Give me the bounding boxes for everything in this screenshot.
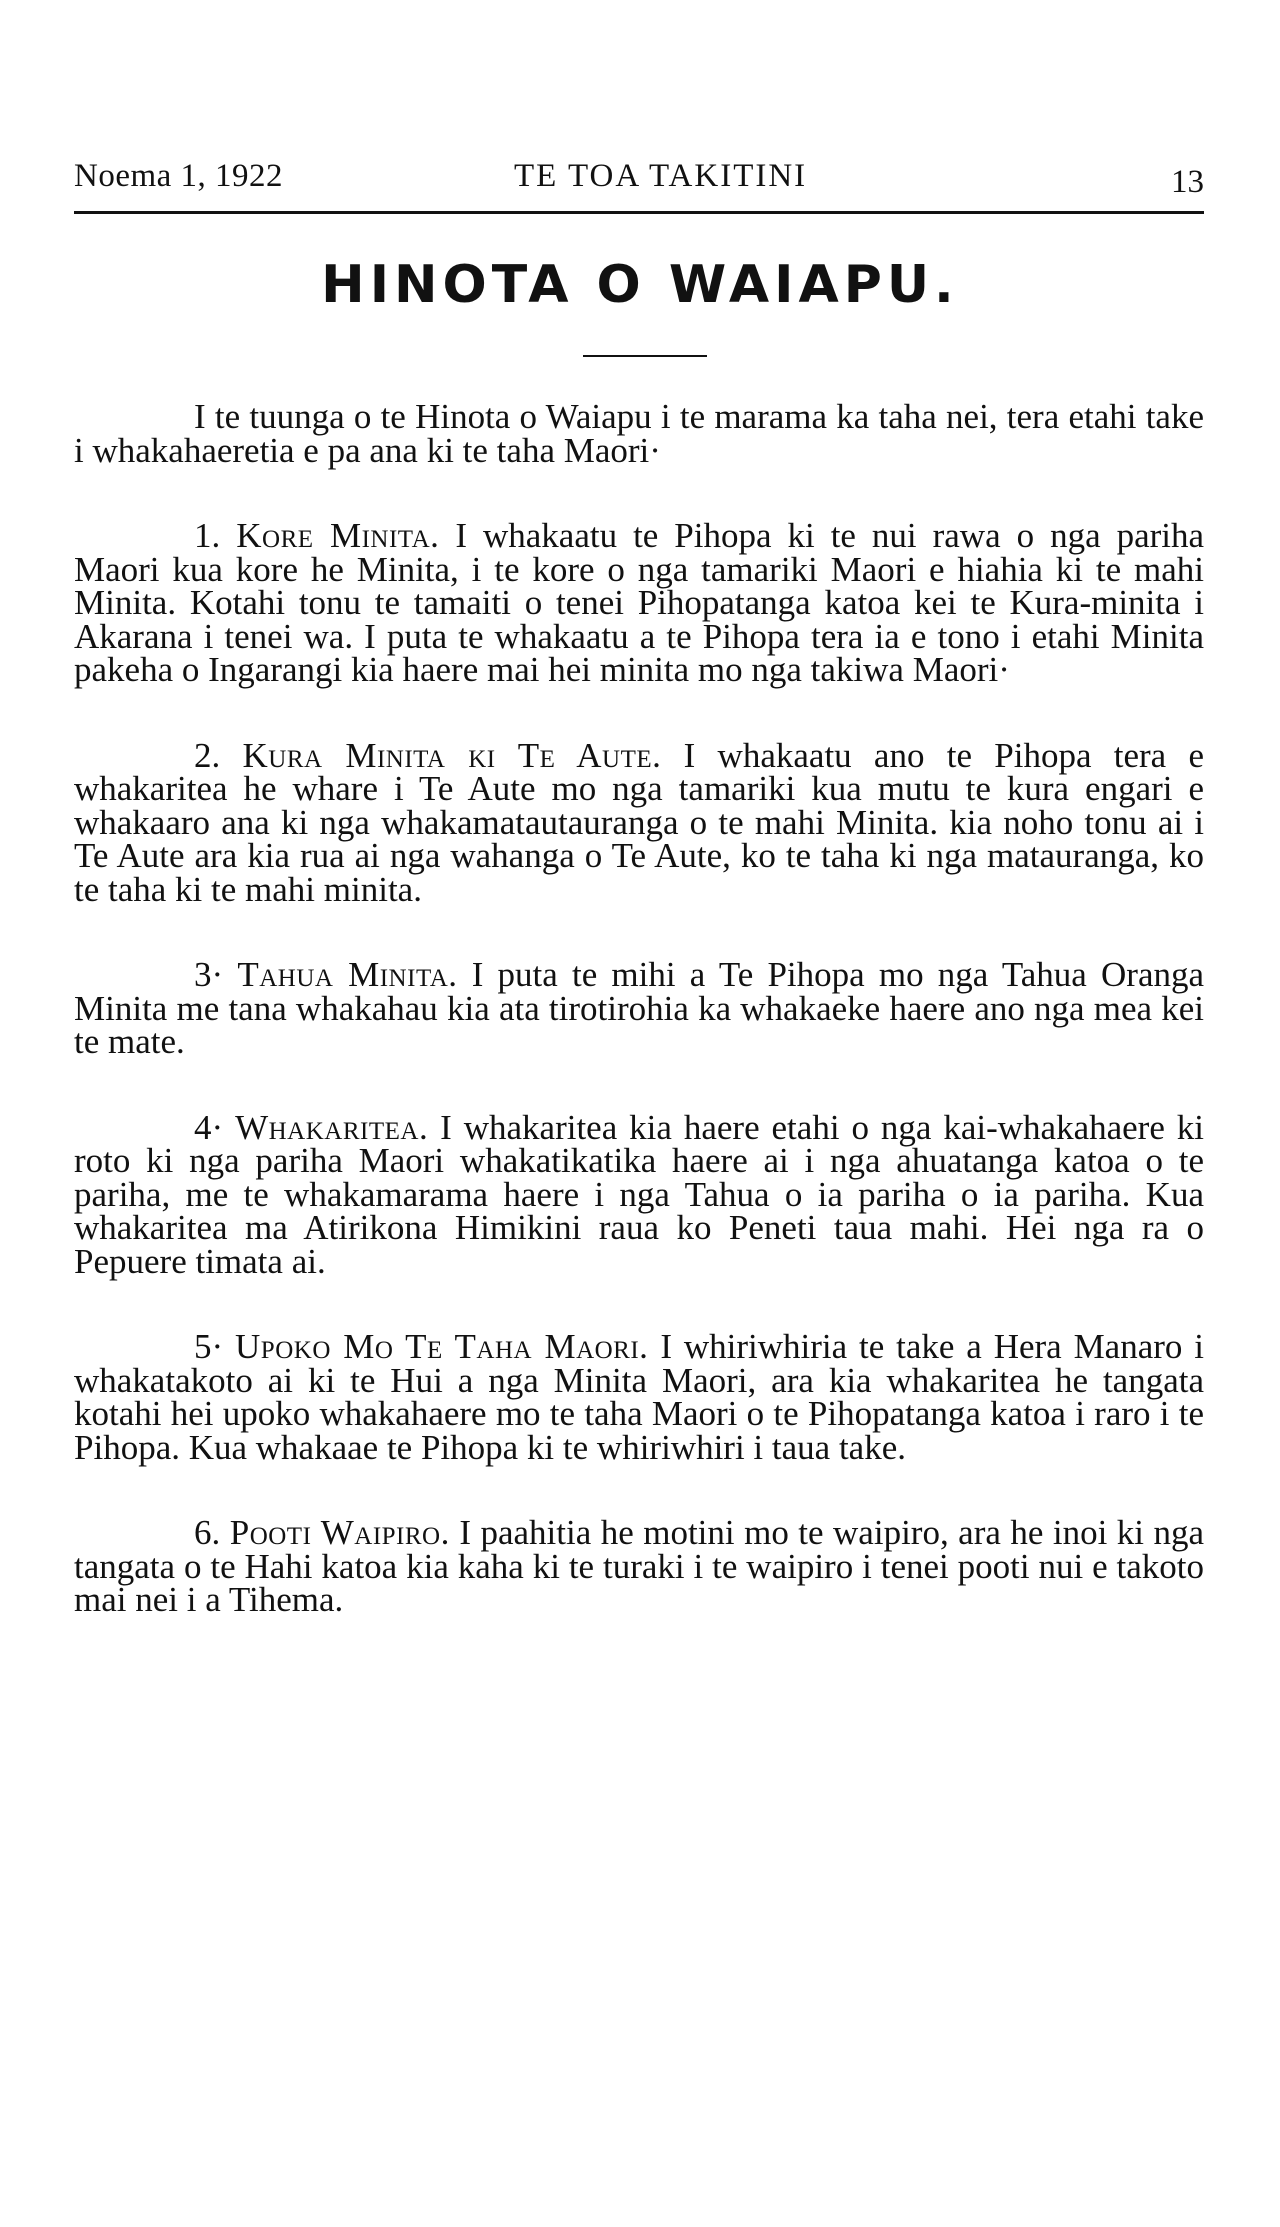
intro-paragraph: I te tuunga o te Hinota o Waiapu i te marama ka taha nei, tera etahi take i whakahaeretia e pa ana ki te taha Maori· [74, 397, 1204, 470]
section-heading: Whakaritea. [235, 1107, 429, 1147]
section-heading: Upoko Mo Te Taha Maori. [235, 1327, 649, 1366]
publication-title: TE TOA TAKITINI [514, 158, 808, 194]
section-heading: Kura Minita ki Te Aute. [242, 735, 662, 775]
header-rule [74, 211, 1204, 214]
section-heading: Tahua Minita. [237, 955, 458, 994]
section-paragraph-4 [74, 1107, 1205, 1281]
issue-date: Noema 1, 1922 [74, 158, 284, 194]
article-body [74, 397, 1205, 1669]
section-number: 5· [194, 1327, 224, 1366]
section-number: 2. [194, 735, 221, 775]
running-head [74, 150, 1204, 200]
section-paragraph-3 [74, 955, 1205, 1061]
section-paragraph-6 [74, 1513, 1205, 1619]
section-text: I whakaatu te Pihopa ki te nui rawa o nga pariha Maori kua kore he Minita, i te kore o nga tamariki Maori e hiahia ki te mahi Minita. Kotahi tonu te tamaiti o tenei Pihopatanga katoa kei te Kura-minita i Akarana i tenei wa. I puta te whakaatu a te Pihopa tera ia e tono i etahi Minita pakeha o Ingarangi kia haere mai hei minita mo nga takiwa Maori· [74, 516, 1205, 689]
section-paragraph-1 [74, 516, 1205, 689]
title-rule [583, 355, 707, 357]
section-text: I whakaatu ano te Pihopa tera e whakaritea he whare i Te Aute mo nga tamariki kua mutu te kura engari e whakaaro ana ki nga whakamatautauranga o te mahi Minita. kia noho tonu ai i Te Aute ara kia rua ai nga wahanga o Te Aute, ko te taha ki nga matauranga, ko te taha ki te mahi minita. [74, 735, 1204, 909]
section-text: I whakaritea kia haere etahi o nga kai-whakahaere ki roto ki nga pariha Maori whakatikatika haere ai i nga ahuatanga katoa o te pariha, me te whakamarama haere i nga Tahua o ia pariha o ia pariha. Kua whakaritea ma Atirikona Himikini raua ko Peneti taua mahi. Hei nga ra o Pepuere timata ai. [74, 1107, 1205, 1281]
section-text: I whiriwhiria te take a Hera Manaro i whakatakoto ai ki te Hui a nga Minita Maori, ara kia whakaritea he tangata kotahi hei upoko whakahaere mo te taha Maori o te Pihopatanga katoa i raro i te Pihopa. Kua whakaae te Pihopa ki te whiriwhiri i taua take. [74, 1327, 1205, 1467]
section-heading: Pooti Waipiro. [229, 1513, 450, 1552]
section-paragraph-2 [74, 735, 1204, 909]
section-number: 4· [194, 1107, 224, 1147]
page-number: 13 [1171, 164, 1204, 200]
section-heading: Kore Minita. [236, 516, 440, 555]
section-paragraph-5 [74, 1327, 1205, 1467]
section-number: 1. [194, 516, 221, 555]
article-title: HINOTA O WAIAPU. [321, 255, 959, 315]
section-number: 3· [194, 955, 224, 994]
section-text: I puta te mihi a Te Pihopa mo nga Tahua Oranga Minita me tana whakahau kia ata tirotirohia ka whakaeke haere ano nga mea kei te mate. [74, 955, 1205, 1061]
section-text: I paahitia he motini mo te waipiro, ara he inoi ki nga tangata o te Hahi katoa kia kaha ki te turaki i te waipiro i tenei pooti nui e takoto mai nei i a Tihema. [74, 1513, 1205, 1619]
section-number: 6. [194, 1513, 221, 1552]
